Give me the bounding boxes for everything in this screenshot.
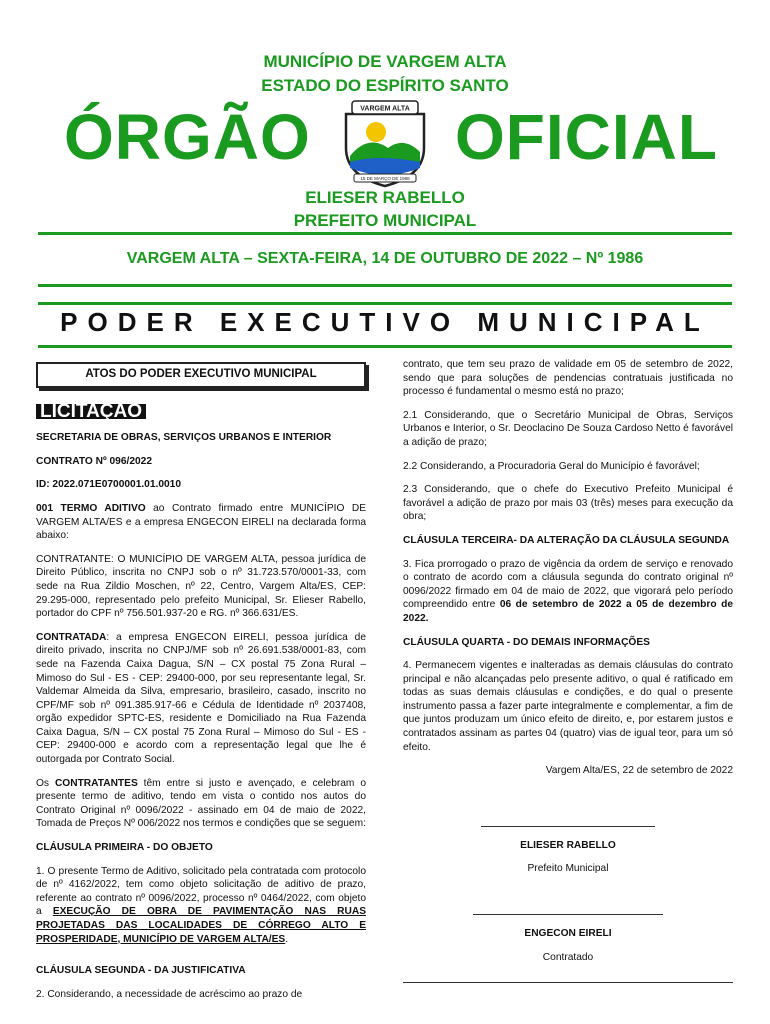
crest-label: VARGEM ALTA — [360, 105, 410, 113]
item-2-3: 2.3 Considerando, que o chefe do Executivo Prefeito Municipal é favorável a adição de prazo por mais 03 (três) meses para execução da obra; — [403, 484, 733, 523]
clausula-terceira-text: 3. Fica prorrogado o prazo de vigência da ordem de serviço e renovado o contrato de acordo com a cláusula segunda do contrato original nº 0096/2022 firmado em 04 de maio de 2022, que vigorará pelo período compreendido entre 06 de setembro de 2022 a 05 de dezembro de 2022. — [403, 558, 733, 624]
item-2-2: 2.2 Considerando, a Procuradoria Geral do Município é favorável; — [403, 460, 700, 472]
signature-2-name: ENGECON EIRELI — [524, 928, 612, 940]
clausula-quarta-text: 4. Permanecem vigentes e inalteradas as demais cláusulas do contrato principal e não alcançadas pelo presente aditivo, o qual é ratificado em todas as suas demais cláusulas e condições, e do qual o presente instrumento passa a fazer parte integralmente e complementar, a fim de que juntos produzam um único efeito de direito, e, por estarem justos e contratados assinam as partes 04 (quatro) vias de igual teor, para um só efeito. — [403, 660, 733, 753]
clausula-primeira-heading: CLÁUSULA PRIMEIRA - DO OBJETO — [36, 842, 213, 854]
left-column — [36, 362, 366, 1011]
mayor-title: PREFEITO MUNICIPAL — [293, 211, 477, 230]
signature-2-role: Contratado — [542, 951, 594, 963]
header-divider-low — [38, 302, 732, 305]
mayor-name: ELIESER RABELLO — [305, 188, 465, 207]
municipality-title: MUNICÍPIO DE VARGEM ALTA — [263, 52, 507, 71]
header-divider-top — [38, 232, 732, 235]
header-divider-mid — [38, 284, 732, 287]
secretaria-heading: SECRETARIA DE OBRAS, SERVIÇOS URBANOS E INTERIOR — [36, 432, 332, 444]
contratada-paragraph: CONTRATADA: a empresa ENGECON EIRELI, pessoa jurídica de direito privado, inscrita no CNPJ/MF sob nº 26.691.538/0001-83, com sede na Fazenda Caixa Dagua, S/N – CX postal 75 Zona Rural – Mimoso do Sul - ES - CEP: 29400-000, por seu representante legal, Sr. Valdemar Almeida da Silva, empresario, brasileiro, casado, inscrito no CPF/MF sob nº 091.385.917-66 e Cédula de Identidade nº 2037408, orgão expedidor SPTC-ES, residente e Domiciliado na Rua Fazenda Caixa Dagua, S/N – CX postal 75 Zona Rural – Mimoso do Sul - ES - CEP: 29400-000 e acordo com a representação legal que lhe é outorgada por Contrato Social. — [36, 631, 366, 766]
edition-line: VARGEM ALTA – SEXTA-FEIRA, 14 DE OUTUBRO DE 2022 – Nº 1986 — [126, 250, 644, 267]
continuation-paragraph: contrato, que tem seu prazo de validade em 05 de setembro de 2022, sendo que para soluções de pendencias contratuais justificada no processo é fundamental o mesmo está no prazo; — [403, 359, 733, 398]
signature-1-role: Prefeito Municipal — [527, 863, 609, 875]
signature-1-name: ELIESER RABELLO — [520, 839, 616, 851]
termo-paragraph: 001 TERMO ADITIVO ao Contrato firmado entre MUNICÍPIO DE VARGEM ALTA/ES e a empresa ENGECON EIRELI na declarada forma abaixo: — [36, 502, 367, 542]
contratantes-paragraph: Os CONTRATANTES têm entre si justo e avençado, e celebram o presente termo de aditivo, tendo em vista o contido nos autos do Contrato Original nº 0096/2022 - assinado em 04 de maio de 2022, Tomada de Preços Nº 006/2022 nos termos e condições que se seguem: — [36, 777, 366, 830]
clausula-terceira-heading: CLÁUSULA TERCEIRA- DA ALTERAÇÃO DA CLÁUSULA SEGUNDA — [403, 534, 730, 546]
municipal-crest-icon — [338, 96, 432, 188]
clausula-segunda-heading: CLÁUSULA SEGUNDA - DA JUSTIFICATIVA — [36, 965, 246, 977]
contratante-paragraph: CONTRATANTE: O MUNICÍPIO DE VARGEM ALTA, pessoa jurídica de Direito Público, inscrita no CNPJ sob o nº 31.723.570/0001-33, com sede na Rua Zildio Moschen, nº 22, Centro, Vargem Alta/ES, CEP: 29.295-000, representado pelo prefeito Municipal, Sr. Elieser Rabello, portador do CPF nº 756.501.937-20 e RG. nº 366.631/ES. — [36, 553, 366, 620]
clausula-quarta-heading: CLÁUSULA QUARTA - DO DEMAIS INFORMAÇÕES — [403, 636, 650, 648]
clausula-segunda-text: 2. Considerando, a necessidade de acréscimo ao prazo de — [36, 988, 303, 1000]
contract-number: CONTRATO Nº 096/2022 — [36, 455, 153, 467]
right-column — [403, 358, 733, 983]
clausula-primeira-text: 1. O presente Termo de Aditivo, solicitado pela contratada com protocolo de nº 4162/2022, tem como objeto solicitação de aditivo de prazo, referente ao contrato nº 0096/2022, processo nº 0464/2022, com objeto a EXECUÇÃO DE OBRA DE PAVIMENTAÇÃO NAS RUAS PROJETADAS DAS LOCALIDADES DE CÓRREGO ALTO E PROSPERIDADE, MUNICÍPIO DE VARGEM ALTA/ES. — [36, 865, 366, 945]
crest-date: 15 DE MARÇO DE 1988 — [360, 176, 410, 181]
section-divider — [38, 345, 732, 348]
contract-id: ID: 2022.071E0700001.01.0010 — [36, 479, 182, 491]
masthead-word-left: ÓRGÃO — [64, 101, 311, 173]
closing-line — [403, 982, 733, 983]
item-2-1: 2.1 Considerando, que o Secretário Municipal de Obras, Serviços Urbanos e Interior, o Sr. Deoclacino De Souza Cardoso Netto é favorável a adição de prazo; — [403, 409, 733, 448]
acts-box-title: ATOS DO PODER EXECUTIVO MUNICIPAL — [36, 362, 366, 388]
licitacao-heading: LICITAÇÃO — [36, 404, 146, 420]
masthead-word-right: OFICIAL — [455, 101, 718, 173]
section-title: PODER EXECUTIVO MUNICIPAL — [60, 307, 710, 337]
signature-line-2 — [473, 914, 663, 915]
place-date: Vargem Alta/ES, 22 de setembro de 2022 — [545, 765, 733, 777]
state-title: ESTADO DO ESPÍRITO SANTO — [261, 76, 509, 95]
signature-line-1 — [481, 826, 655, 827]
